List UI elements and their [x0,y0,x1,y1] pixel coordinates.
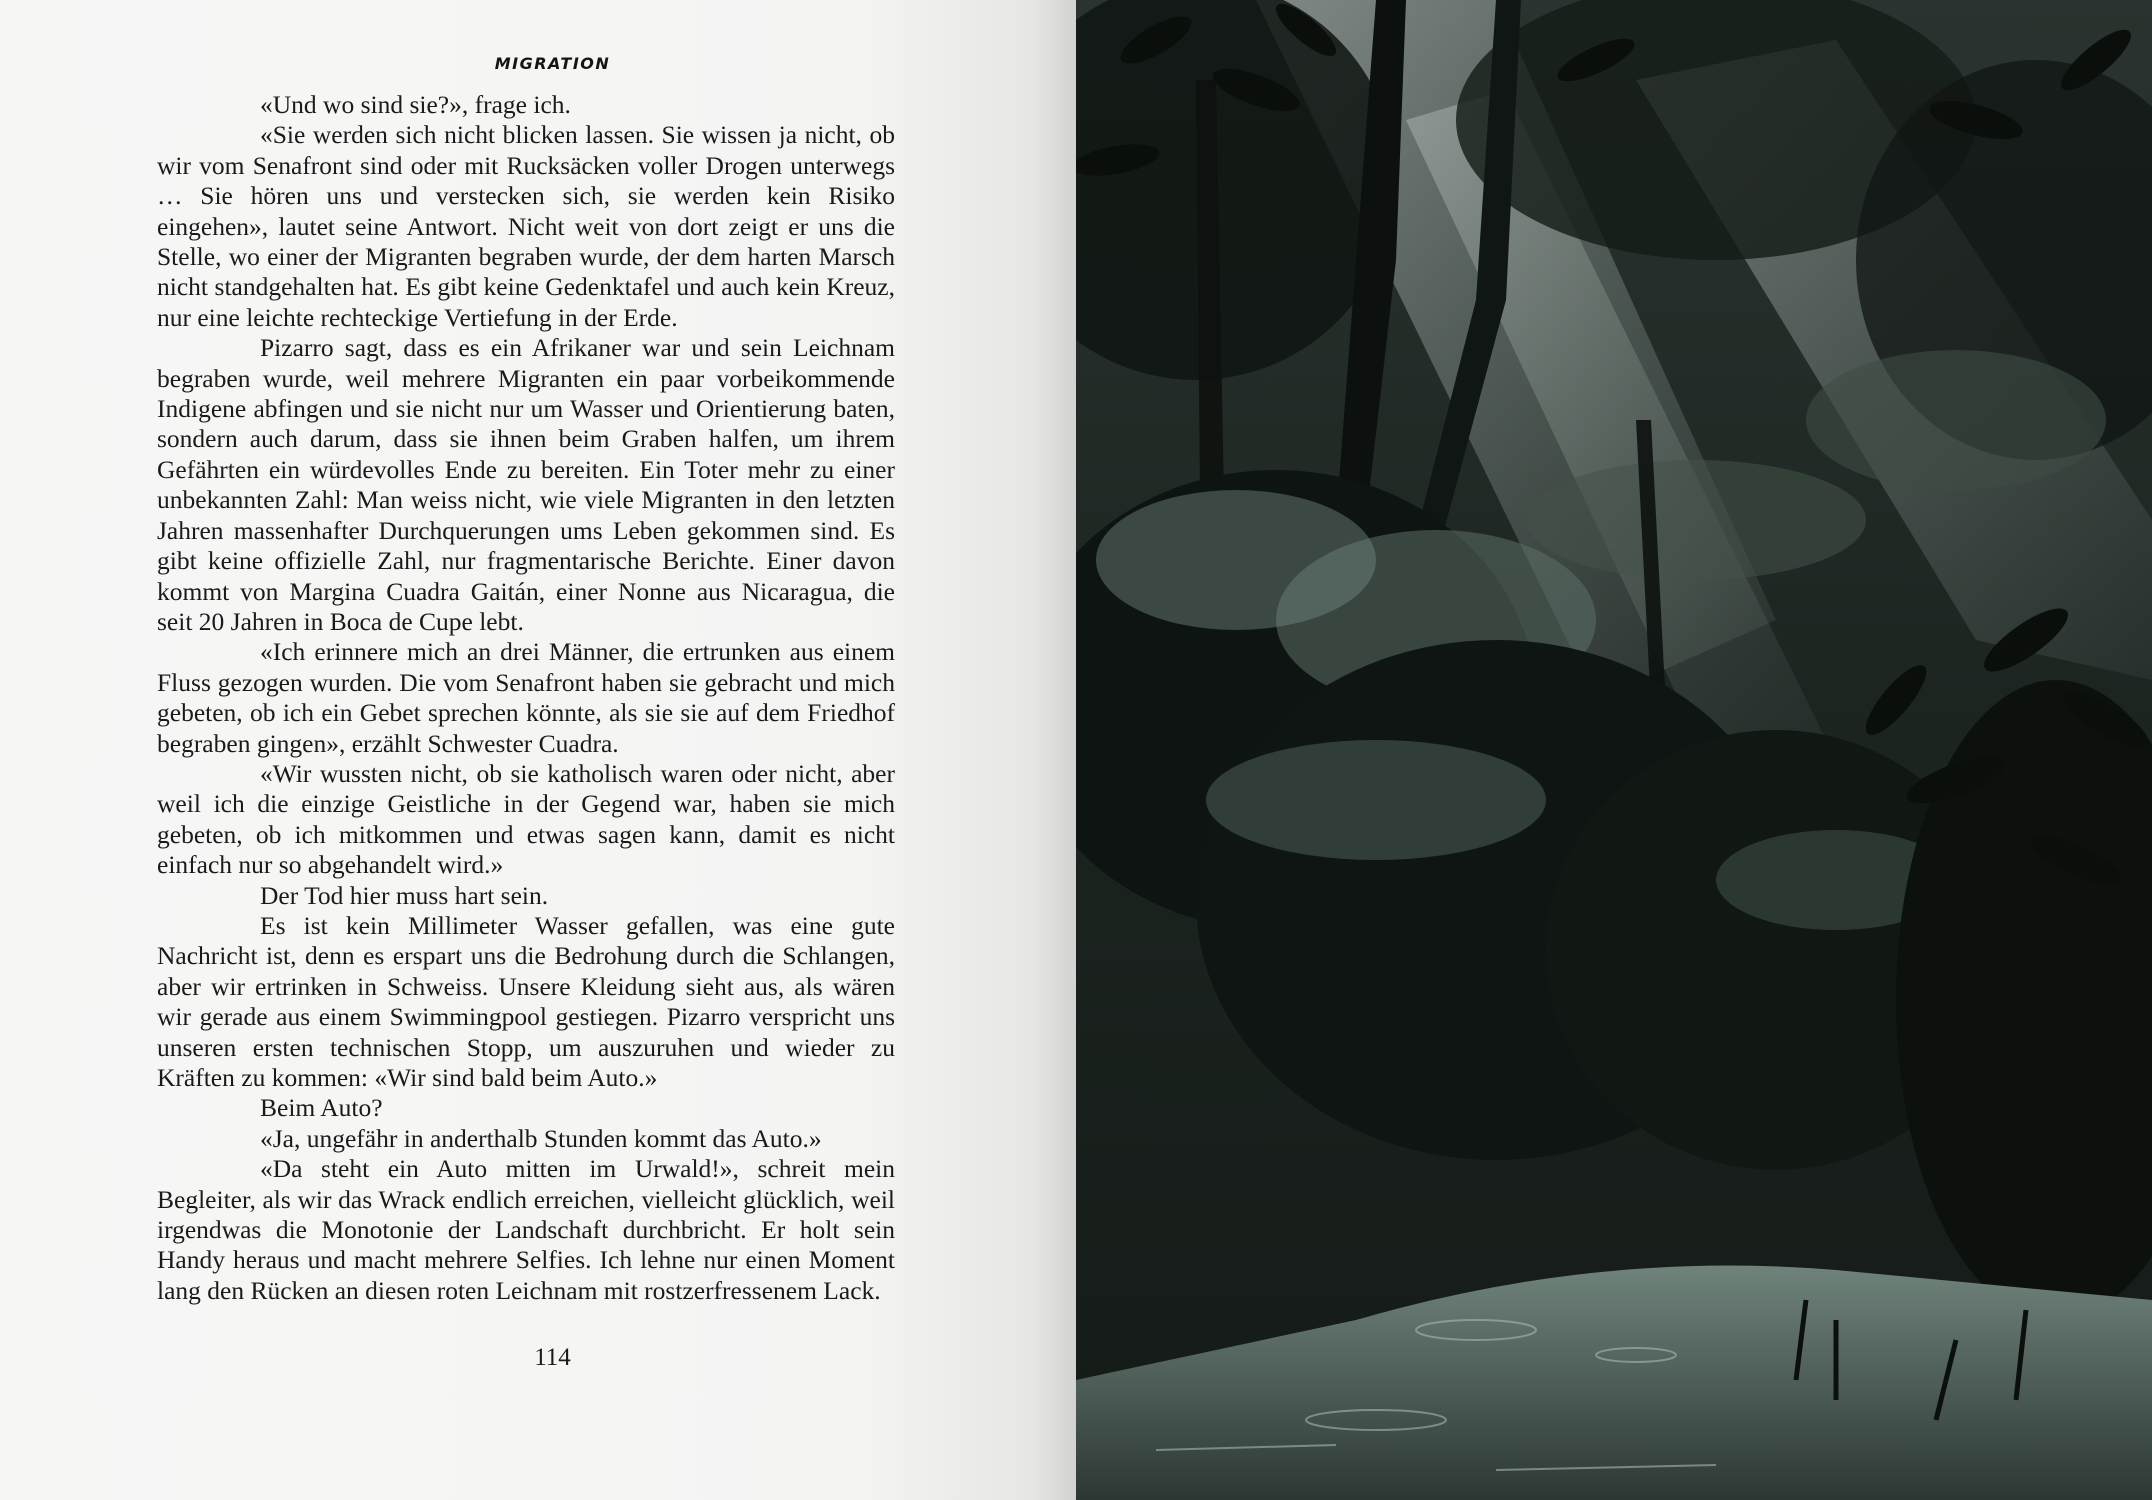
running-head: MIGRATION [494,54,611,73]
paragraph: «Wir wussten nicht, ob sie katholisch waren oder nicht, aber weil ich die einzige Geistliche in der Gegend war, haben sie mich gebeten, ob ich mitkommen und etwas sagen kann, damit es nicht einfach nur so abgehandelt wird.» [157,758,895,880]
body-text [157,90,895,1306]
paragraph: Es ist kein Millimeter Wasser gefallen, was eine gute Nachricht ist, denn es erspart uns die Bedrohung durch die Schlangen, aber wir ertrinken in Schweiss. Unsere Kleidung sieht aus, als wären wir gerade aus einem Swimmingpool gestiegen. Pizarro verspricht uns unseren ersten technischen Stopp, um auszuruhen und wieder zu Kräften zu kommen: «Wir sind bald beim Auto.» [157,910,895,1092]
paragraph: Der Tod hier muss hart sein. [260,880,549,910]
paragraph: Pizarro sagt, dass es ein Afrikaner war und sein Leichnam begraben wurde, weil mehrere Migranten ein paar vorbeikommende Indigene abfingen und sie nicht nur um Wasser und Orientierung baten, sondern auch darum, dass sie ihnen beim Graben halfen, um ihrem Gefährten ein würdevolles Ende zu bereiten. Ein Toter mehr zu einer unbekannten Zahl: Man weiss nicht, wie viele Migranten in den letzten Jahren massenhafter Durchquerungen ums Leben gekommen sind. Es gibt keine offizielle Zahl, nur fragmentarische Berichte. Einer davon kommt von Margina Cuadra Gaitán, einer Nonne aus Nicaragua, die seit 20 Jahren in Boca de Cupe lebt. [157,333,895,636]
paragraph: «Und wo sind sie?», frage ich. [260,90,571,119]
jungle-illustration-art [1076,0,2152,1500]
paragraph: «Sie werden sich nicht blicken lassen. Sie wissen ja nicht, ob wir vom Senafront sind oder mit Rucksäcken voller Drogen unterwegs … Sie hören uns und verstecken sich, sie werden kein Risiko eingehen», lautet seine Antwort. Nicht weit von dort zeigt er uns die Stelle, wo einer der Migranten begraben wurde, der dem harten Marsch nicht standgehalten hat. Es gibt keine Gedenktafel und auch kein Kreuz, nur eine leichte rechteckige Vertiefung in der Erde. [157,120,895,332]
page-number: 114 [534,1344,571,1371]
paragraph: «Ja, ungefähr in anderthalb Stunden kommt das Auto.» [260,1123,822,1153]
jungle-illustration [1076,0,2152,1500]
paragraph: «Ich erinnere mich an drei Männer, die ertrunken aus einem Fluss gezogen wurden. Die vom Senafront haben sie gebracht und mich gebeten, ob ich ein Gebet sprechen könnte, als sie sie auf dem Friedhof begraben gingen», erzählt Schwester Cuadra. [157,637,895,758]
paragraph: «Da steht ein Auto mitten im Urwald!», schreit mein Begleiter, als wir das Wrack endlich erreichen, vielleicht glücklich, weil irgendwas die Monotonie der Landschaft durchbricht. Er holt sein Handy heraus und macht mehrere Selfies. Ich lehne nur einen Moment lang den Rücken an diesen roten Leichnam mit rostzerfressenem Lack. [157,1154,895,1305]
paragraph: Beim Auto? [260,1093,383,1123]
